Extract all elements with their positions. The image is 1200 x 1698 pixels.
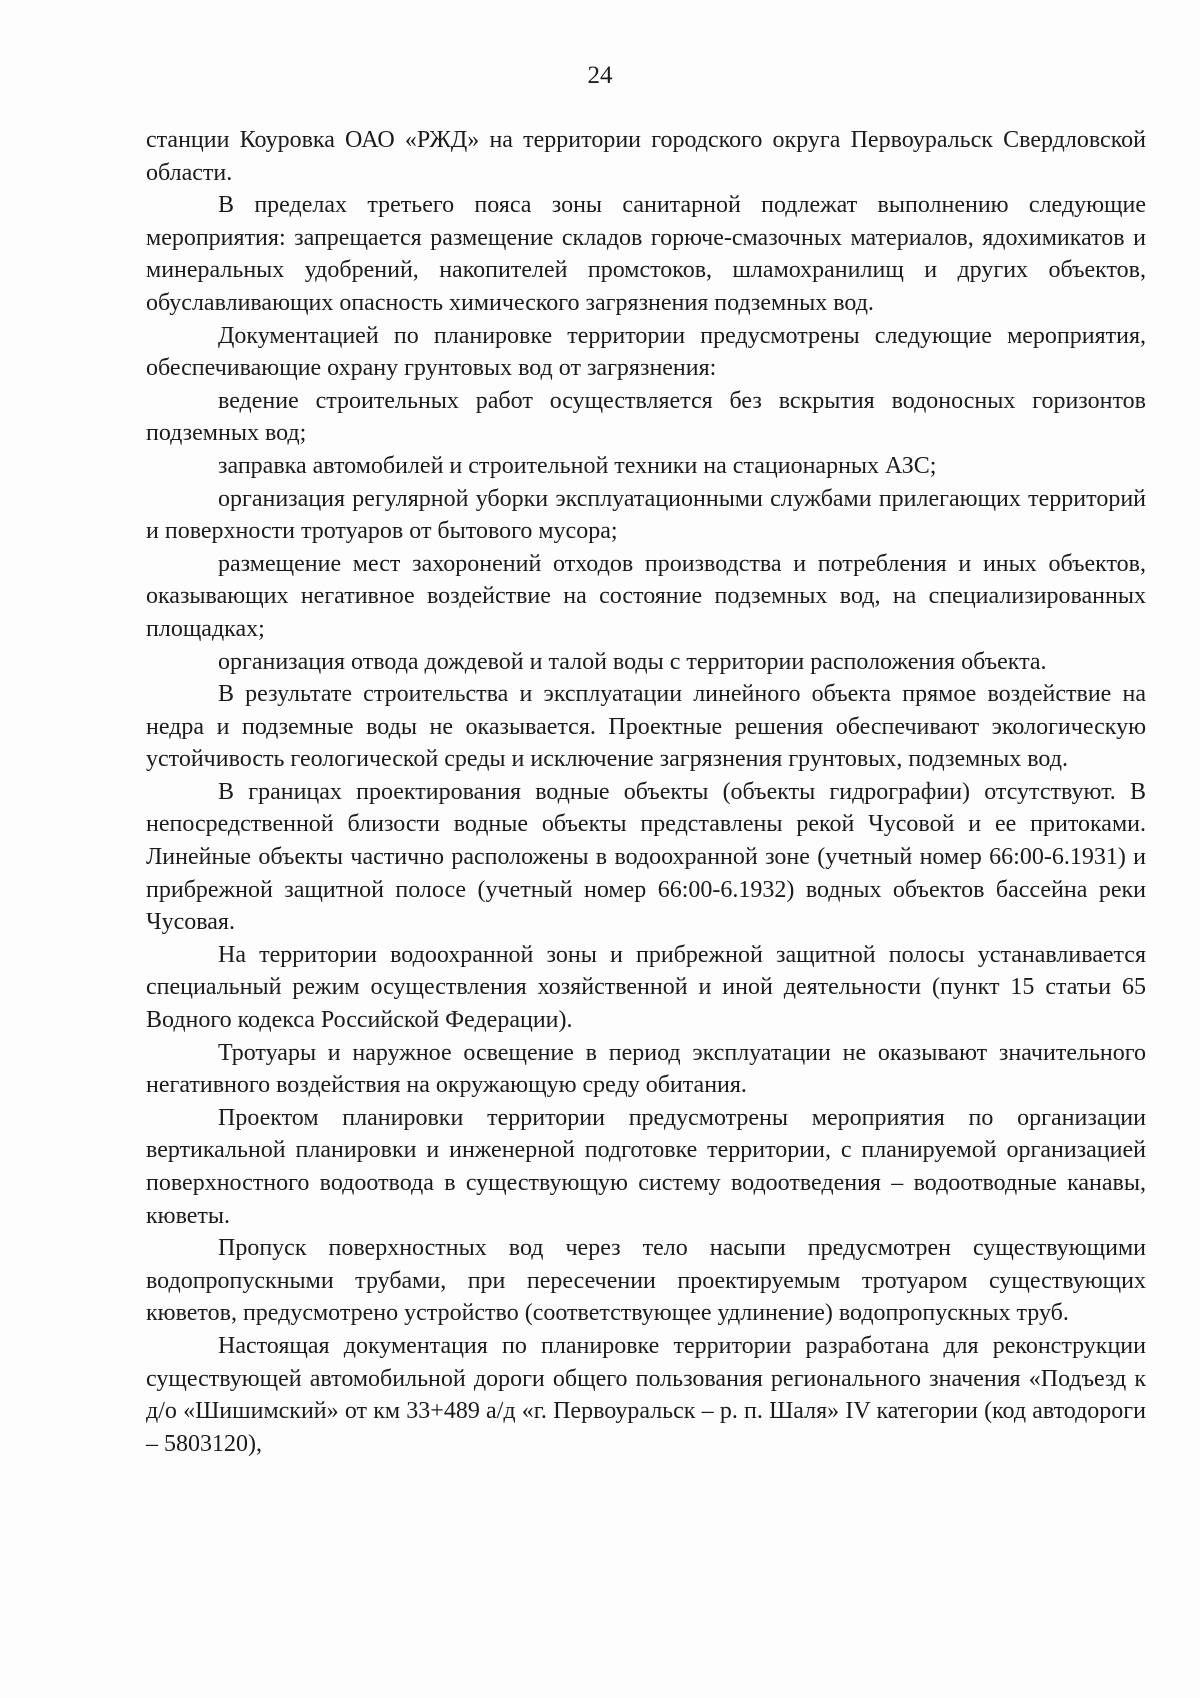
page-number: 24 [587,62,613,89]
list-item: ведение строительных работ осуществляется без вскрытия водоносных горизонтов подземных вод; [146,387,1146,447]
document-body [146,124,1146,1460]
list-item: организация регулярной уборки эксплуатационными службами прилегающих территорий и поверхности тротуаров от бытового мусора; [146,485,1146,545]
paragraph-continuation: станции Коуровка ОАО «РЖД» на территории городского округа Первоуральск Свердловской области. [146,127,1146,186]
paragraph: В границах проектирования водные объекты (объекты гидрографии) отсутствуют. В непосредственной близости водные объекты представлены рекой Чусовой и ее притоками. Линейные объекты частично расположены в водоохранной зоне (учетный номер 66:00-6.1931) и прибрежной защитной полосе (учетный номер 66:00-6.1932) водных объектов бассейна реки Чусовая. [146,778,1146,936]
paragraph: Настоящая документация по планировке территории разработана для реконструкции существующей автомобильной дороги общего пользования регионального значения «Подъезд к д/о «Шишимский» от км 33+489 а/д «г. Первоуральск – р. п. Шаля» IV категории (код автодороги – 5803120), [146,1332,1146,1457]
list-item: организация отвода дождевой и талой воды с территории расположения объекта. [218,648,1047,675]
paragraph: Пропуск поверхностных вод через тело насыпи предусмотрен существующими водопропускными трубами, при пересечении проектируемым тротуаром существующих кюветов, предусмотрено устройство (соответствующее удлинение) водопропускных труб. [146,1235,1146,1327]
paragraph: Проектом планировки территории предусмотрены мероприятия по организации вертикальной планировки и инженерной подготовке территории, с планируемой организацией поверхностного водоотвода в существующую систему водоотведения – водоотводные канавы, кюветы. [146,1104,1146,1229]
paragraph: Тротуары и наружное освещение в период эксплуатации не оказывают значительного негативного воздействия на окружающую среду обитания. [146,1039,1146,1099]
paragraph: На территории водоохранной зоны и прибрежной защитной полосы устанавливается специальный режим осуществления хозяйственной и иной деятельности (пункт 15 статьи 65 Водного кодекса Российской Федерации). [146,941,1146,1034]
paragraph: В результате строительства и эксплуатации линейного объекта прямое воздействие на недра и подземные воды не оказывается. Проектные решения обеспечивают экологическую устойчивость геологической среды и исключение загрязнения грунтовых, подземных вод. [146,681,1146,773]
paragraph: В пределах третьего пояса зоны санитарной подлежат выполнению следующие мероприятия: запрещается размещение складов горюче-смазочных материалов, ядохимикатов и минеральных удобрений, накопителей промстоков, шламохранилищ и других объектов, обуславливающих опасность химического загрязнения подземных вод. [146,192,1146,316]
paragraph: Документацией по планировке территории предусмотрены следующие мероприятия, обеспечивающие охрану грунтовых вод от загрязнения: [146,322,1146,382]
list-item: заправка автомобилей и строительной техники на стационарных АЗС; [218,452,937,479]
list-item: размещение мест захоронений отходов производства и потребления и иных объектов, оказывающих негативное воздействие на состояние подземных вод, на специализированных площадках; [146,550,1146,642]
